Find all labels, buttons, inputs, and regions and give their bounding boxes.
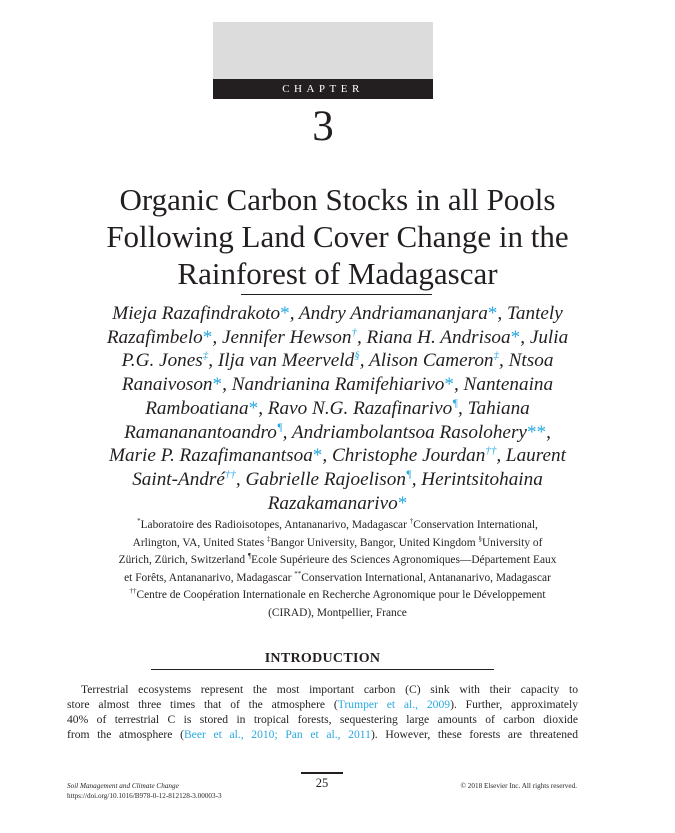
affiliation-marker-link[interactable]: * (212, 374, 223, 396)
author-line (62, 373, 613, 397)
author-line (62, 302, 613, 326)
author-line (62, 444, 613, 468)
citation-link[interactable]: Trumper et al., 2009 (337, 698, 451, 712)
author-line (62, 468, 613, 492)
affiliation-marker-link[interactable]: ‡ (267, 534, 271, 543)
section-rule (151, 669, 494, 670)
affiliation-marker-link[interactable]: ¶ (276, 421, 283, 434)
author-name: , Ntsoa (499, 350, 554, 372)
author-name: , Gabrielle Rajoelison (235, 468, 406, 490)
author-name: , Tantely (497, 303, 563, 324)
affiliation-marker-link[interactable]: § (354, 350, 360, 363)
affiliation-text: (CIRAD), Montpellier, France (268, 606, 407, 619)
author-name: Marie P. Razafimanantsoa (109, 445, 313, 467)
affiliation-text: Conservation International, Antananarivo, Madagascar (301, 571, 551, 584)
citation-link[interactable]: Beer et al., 2010; Pan et al., 2011 (183, 728, 371, 742)
affiliation-text: Ecole Supérieure des Sciences Agronomiques—Département Eaux (251, 554, 557, 566)
author-name: Razakamanarivo (267, 492, 398, 514)
body-text-run: ). However, these forests are threatened (370, 728, 578, 742)
affiliation-text: University of (481, 536, 543, 549)
affiliation-marker-link[interactable]: * (487, 303, 498, 324)
page-number: 25 (315, 776, 329, 790)
title-line: Organic Carbon Stocks in all Pools (119, 182, 556, 217)
author-line (62, 492, 613, 516)
body-text-run: ). Further, approximately (450, 698, 578, 712)
chapter-title (40, 181, 635, 292)
affiliation-text: Centre de Coopération Internationale en Recherche Agronomique pour le Développement (136, 589, 546, 601)
affiliation-marker-link[interactable]: * (202, 326, 213, 348)
author-name: Mieja Razafindrakoto (112, 303, 281, 324)
page-number-rule (301, 772, 343, 774)
body-text-run: Terrestrial ecosystems represent the most important carbon (C) sink with their capacity to (81, 683, 578, 696)
author-name: , Jennifer Hewson (212, 326, 352, 348)
affiliation-text: Laboratoire des Radioisotopes, Antananarivo, Madagascar (140, 519, 410, 531)
title-rule (241, 294, 432, 295)
body-text-run: from the atmosphere ( (67, 728, 184, 742)
chapter-header (213, 22, 433, 99)
author-name: , Nantenaina (453, 374, 554, 396)
body-text-run: store almost three times that of the atmosphere ( (67, 698, 338, 712)
affiliation-marker-link[interactable]: † (409, 517, 414, 526)
affiliation-marker-link[interactable]: ‡ (202, 350, 209, 363)
author-name: , Riana H. Andrisoa (356, 326, 511, 348)
author-name: Ramananantoandro (124, 421, 277, 443)
footer-copyright: © 2018 Elsevier Inc. All rights reserved. (460, 782, 577, 790)
affiliation-marker-link[interactable]: * (280, 303, 290, 324)
affiliation-marker-link[interactable]: * (248, 397, 259, 419)
affiliation-marker-link[interactable]: ** (294, 569, 302, 578)
author-name: , Herintsitohaina (411, 468, 543, 490)
body-line (67, 712, 578, 727)
author-name: , Julia (520, 326, 569, 348)
author-list (62, 302, 613, 515)
affiliation-line (55, 587, 620, 605)
author-name: , Alison Cameron (359, 350, 494, 372)
affiliation-text: Zürich, Zürich, Switzerland (118, 554, 248, 566)
author-name: Ranaivoson (121, 374, 213, 396)
affiliation-marker-link[interactable]: § (478, 534, 482, 543)
affiliation-marker-link[interactable]: †† (129, 587, 137, 596)
affiliation-marker-link[interactable]: ‡ (493, 350, 500, 363)
author-name: , Tahiana (457, 397, 530, 419)
affiliation-marker-link[interactable]: * (510, 326, 521, 348)
author-line (62, 349, 613, 373)
affiliation-marker-link[interactable]: †† (485, 444, 497, 457)
affiliation-marker-link[interactable]: ** (526, 421, 547, 443)
body-line (67, 682, 578, 697)
author-name: , Nandrianina Ramifehiarivo (222, 374, 445, 396)
affiliation-marker-link[interactable]: * (312, 445, 323, 467)
affiliation-marker-link[interactable]: * (397, 492, 408, 514)
chapter-number: 3 (312, 103, 334, 150)
affiliation-list (55, 517, 620, 622)
affiliation-marker-link[interactable]: * (444, 374, 454, 396)
affiliation-text: Conservation International, (413, 519, 538, 531)
title-line: Following Land Cover Change in the (106, 219, 569, 254)
author-name: , Andry Andriamananjara (289, 303, 488, 324)
body-line (67, 727, 578, 742)
author-name: , Laurent (496, 445, 566, 467)
author-line (62, 326, 613, 350)
body-text-run: 40% of terrestrial C is stored in tropical forests, sequestering large amounts of carbon dioxide (67, 713, 578, 727)
author-line (62, 421, 613, 445)
body-paragraph (67, 682, 578, 742)
footer-doi-link[interactable]: https://doi.org/10.1016/B978-0-12-812128-3.00003-3 (67, 792, 222, 800)
affiliation-line (55, 570, 620, 588)
author-name: P.G. Jones (121, 350, 203, 372)
affiliation-line (55, 535, 620, 553)
author-name: , Andriambolantsoa Rasolohery (282, 421, 527, 443)
author-name: , Christophe Jourdan (322, 445, 486, 467)
author-line (62, 397, 613, 421)
affiliation-line (55, 605, 620, 623)
affiliation-marker-link[interactable]: * (137, 517, 141, 526)
affiliation-marker-link[interactable]: ¶ (405, 468, 412, 481)
affiliation-text: Bangor University, Bangor, United Kingdom (270, 536, 479, 549)
chapter-gray-box (213, 22, 433, 79)
body-line (67, 697, 578, 712)
author-name: , (546, 421, 551, 443)
author-name: , Ravo N.G. Razafinarivo (258, 397, 453, 419)
author-name: Ramboatiana (145, 397, 249, 419)
affiliation-marker-link[interactable]: †† (224, 468, 236, 481)
affiliation-line (55, 552, 620, 570)
footer-book-title: Soil Management and Climate Change (67, 782, 179, 790)
author-name: , Ilja van Meerveld (208, 350, 355, 372)
affiliation-text: Arlington, VA, United States (132, 536, 267, 549)
chapter-label: CHAPTER (213, 79, 433, 99)
author-name: Razafimbelo (106, 326, 203, 348)
author-name: Saint-André (132, 468, 225, 490)
affiliation-marker-link[interactable]: † (351, 326, 357, 339)
affiliation-marker-link[interactable]: ¶ (247, 552, 252, 561)
affiliation-line (55, 517, 620, 535)
affiliation-marker-link[interactable]: ¶ (452, 397, 458, 410)
title-line: Rainforest of Madagascar (177, 256, 498, 291)
affiliation-text: et Forêts, Antananarivo, Madagascar (124, 571, 295, 584)
section-heading: INTRODUCTION (264, 651, 381, 666)
